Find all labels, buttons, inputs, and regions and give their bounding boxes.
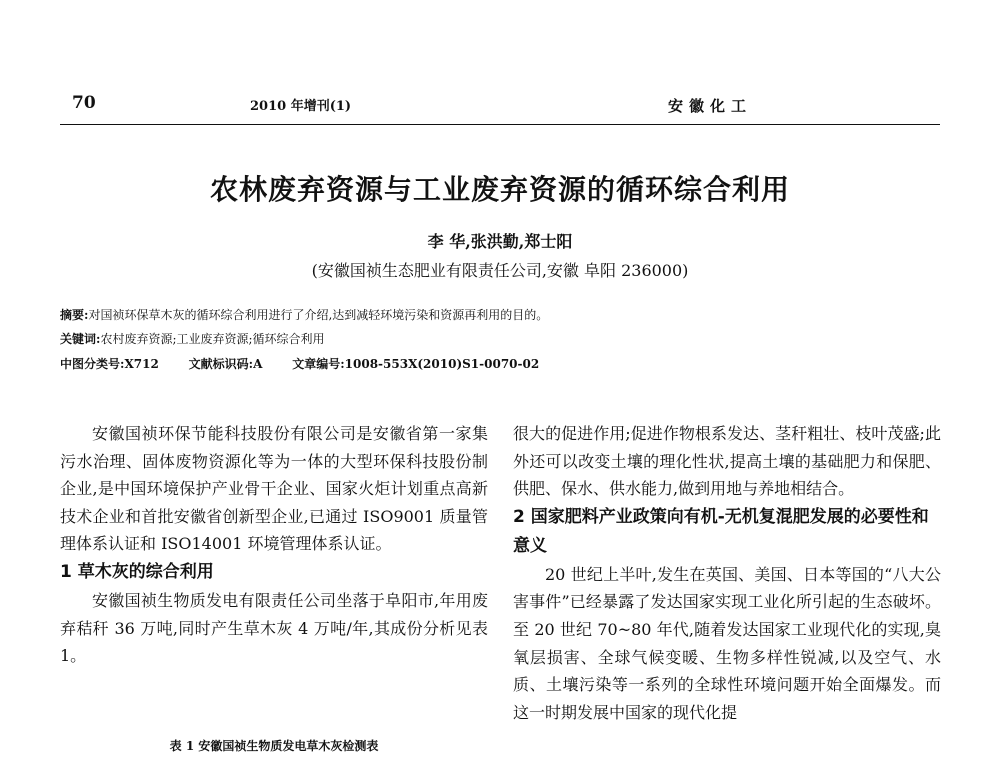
article-no-label: 文章编号: [292,357,345,371]
article-title: 农林废弃资源与工业废弃资源的循环综合利用 [209,173,790,206]
section-heading-2: 2 国家肥料产业政策向有机-无机复混肥发展的必要性和意义 [513,506,929,556]
body-paragraph: 20 世纪上半叶,发生在英国、美国、日本等国的“八大公害事件”已经暴露了发达国家实现工业化所引起的生态破坏。至 20 世纪 70~80 年代,随着发达国家工业现代化的实现,臭氧层损害、全球气候变暖、生物多样性锐减,以及空气、水质、土壤污染等一系列的全球性环境问题开始全面爆发。而这一时期发展中国家的现代化提 [513,564,941,722]
abstract-text: 对国祯环保草木灰的循环综合利用进行了介绍,达到减轻环境污染和资源再利用的目的。 [88,308,549,322]
clc-label: 中图分类号: [60,357,125,371]
abstract-line [60,306,548,323]
body-paragraph: 安徽国祯环保节能科技股份有限公司是安徽省第一家集污水治理、固体废物资源化等为一体的大型环保科技股份制企业,是中国环境保护产业骨干企业、国家火炬计划重点高新技术企业和首批安徽省创新型企业,已通过 ISO9001 质量管理体系认证和 ISO14001 环境管理体系认证。 [60,424,488,554]
classification-line [60,355,565,372]
table-caption: 表 1 安徽国祯生物质发电草木灰检测表 [169,739,379,753]
left-column [60,420,488,670]
keywords-label: 关键词: [60,332,101,346]
keywords-text: 农村废弃资源;工业废弃资源;循环综合利用 [100,332,325,346]
page-number: 70 [72,93,96,113]
body-paragraph: 安徽国祯生物质发电有限责任公司坐落于阜阳市,年用废弃秸秆 36 万吨,同时产生草木灰 4 万吨/年,其成份分析见表 1。 [60,590,488,666]
article-no-field [292,357,539,371]
journal-name: 安徽化工 [668,97,753,115]
header-rule [60,124,940,125]
clc-value: X712 [124,357,159,371]
clc-field [60,357,159,371]
section-heading-1: 1 草木灰的综合利用 [60,561,214,582]
journal-issue: 2010 年增刊(1) [250,99,352,114]
doc-code-value: A [253,357,263,371]
body-paragraph: 很大的促进作用;促进作物根系发达、茎秆粗壮、枝叶茂盛;此外还可以改变土壤的理化性状,提高土壤的基础肥力和保肥、供肥、保水、供水能力,做到用地与养地相结合。 [513,424,941,499]
right-column [513,420,941,726]
doc-code-field [189,357,263,371]
keywords-line [60,330,325,347]
article-authors: 李 华,张洪勤,郑士阳 [427,232,573,251]
article-affiliation: (安徽国祯生态肥业有限责任公司,安徽 阜阳 236000) [311,261,689,280]
article-no-value: 1008-553X(2010)S1-0070-02 [344,357,540,371]
doc-code-label: 文献标识码: [188,357,254,371]
abstract-label: 摘要: [60,308,89,322]
